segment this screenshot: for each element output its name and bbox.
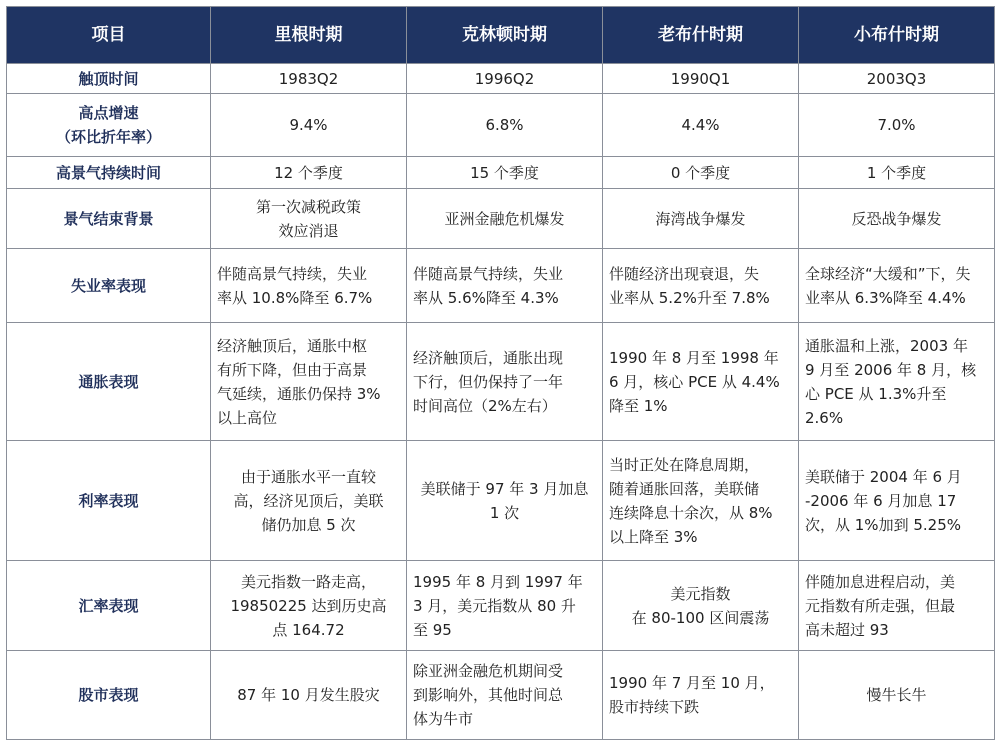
row-label: 景气结束背景 bbox=[7, 189, 211, 249]
comparison-table bbox=[6, 6, 995, 740]
header-bush-jr: 小布什时期 bbox=[799, 7, 995, 64]
table-row bbox=[7, 323, 995, 441]
table-row bbox=[7, 64, 995, 94]
table-row bbox=[7, 249, 995, 323]
cell-bush-sr: 4.4% bbox=[603, 94, 799, 157]
cell-bush-jr: 7.0% bbox=[799, 94, 995, 157]
cell-bush-sr: 伴随经济出现衰退，失 业率从 5.2%升至 7.8% bbox=[603, 249, 799, 323]
row-label: 失业率表现 bbox=[7, 249, 211, 323]
cell-bush-sr: 1990Q1 bbox=[603, 64, 799, 94]
cell-reagan: 美元指数一路走高， 19850225 达到历史高 点 164.72 bbox=[211, 561, 407, 651]
cell-bush-sr: 海湾战争爆发 bbox=[603, 189, 799, 249]
table-row bbox=[7, 94, 995, 157]
cell-bush-jr: 伴随加息进程启动，美 元指数有所走强，但最 高未超过 93 bbox=[799, 561, 995, 651]
cell-clinton: 1996Q2 bbox=[407, 64, 603, 94]
row-label: 高点增速 （环比折年率） bbox=[7, 94, 211, 157]
table-row bbox=[7, 441, 995, 561]
cell-bush-sr: 1990 年 7 月至 10 月， 股市持续下跌 bbox=[603, 651, 799, 740]
cell-reagan: 1983Q2 bbox=[211, 64, 407, 94]
cell-reagan: 第一次减税政策 效应消退 bbox=[211, 189, 407, 249]
cell-bush-jr: 反恐战争爆发 bbox=[799, 189, 995, 249]
cell-bush-jr: 1 个季度 bbox=[799, 157, 995, 189]
cell-clinton: 除亚洲金融危机期间受 到影响外，其他时间总 体为牛市 bbox=[407, 651, 603, 740]
cell-bush-sr: 1990 年 8 月至 1998 年 6 月，核心 PCE 从 4.4% 降至 1% bbox=[603, 323, 799, 441]
cell-reagan: 伴随高景气持续，失业 率从 10.8%降至 6.7% bbox=[211, 249, 407, 323]
row-label: 汇率表现 bbox=[7, 561, 211, 651]
header-reagan: 里根时期 bbox=[211, 7, 407, 64]
row-label: 股市表现 bbox=[7, 651, 211, 740]
header-bush-sr: 老布什时期 bbox=[603, 7, 799, 64]
cell-bush-jr: 通胀温和上涨，2003 年 9 月至 2006 年 8 月，核 心 PCE 从 1.3%升至 2.6% bbox=[799, 323, 995, 441]
cell-clinton: 1995 年 8 月到 1997 年 3 月，美元指数从 80 升 至 95 bbox=[407, 561, 603, 651]
table-row bbox=[7, 189, 995, 249]
cell-reagan: 12 个季度 bbox=[211, 157, 407, 189]
cell-reagan: 由于通胀水平一直较 高，经济见顶后，美联 储仍加息 5 次 bbox=[211, 441, 407, 561]
cell-clinton: 亚洲金融危机爆发 bbox=[407, 189, 603, 249]
row-label: 触顶时间 bbox=[7, 64, 211, 94]
cell-bush-sr: 0 个季度 bbox=[603, 157, 799, 189]
cell-bush-jr: 慢牛长牛 bbox=[799, 651, 995, 740]
cell-bush-sr: 当时正处在降息周期， 随着通胀回落，美联储 连续降息十余次，从 8% 以上降至 3% bbox=[603, 441, 799, 561]
table-row bbox=[7, 651, 995, 740]
cell-clinton: 6.8% bbox=[407, 94, 603, 157]
cell-clinton: 伴随高景气持续，失业 率从 5.6%降至 4.3% bbox=[407, 249, 603, 323]
cell-clinton: 15 个季度 bbox=[407, 157, 603, 189]
row-label: 利率表现 bbox=[7, 441, 211, 561]
cell-reagan: 9.4% bbox=[211, 94, 407, 157]
cell-clinton: 经济触顶后，通胀出现 下行，但仍保持了一年 时间高位（2%左右） bbox=[407, 323, 603, 441]
table-row bbox=[7, 561, 995, 651]
header-clinton: 克林顿时期 bbox=[407, 7, 603, 64]
row-label: 通胀表现 bbox=[7, 323, 211, 441]
header-item: 项目 bbox=[7, 7, 211, 64]
row-label: 高景气持续时间 bbox=[7, 157, 211, 189]
cell-bush-jr: 全球经济“大缓和”下，失 业率从 6.3%降至 4.4% bbox=[799, 249, 995, 323]
cell-reagan: 87 年 10 月发生股灾 bbox=[211, 651, 407, 740]
table-row bbox=[7, 157, 995, 189]
header-row bbox=[7, 7, 995, 64]
cell-bush-jr: 2003Q3 bbox=[799, 64, 995, 94]
cell-clinton: 美联储于 97 年 3 月加息 1 次 bbox=[407, 441, 603, 561]
cell-reagan: 经济触顶后，通胀中枢 有所下降，但由于高景 气延续，通胀仍保持 3% 以上高位 bbox=[211, 323, 407, 441]
cell-bush-sr: 美元指数 在 80-100 区间震荡 bbox=[603, 561, 799, 651]
cell-bush-jr: 美联储于 2004 年 6 月 -2006 年 6 月加息 17 次，从 1%加到 5.25% bbox=[799, 441, 995, 561]
